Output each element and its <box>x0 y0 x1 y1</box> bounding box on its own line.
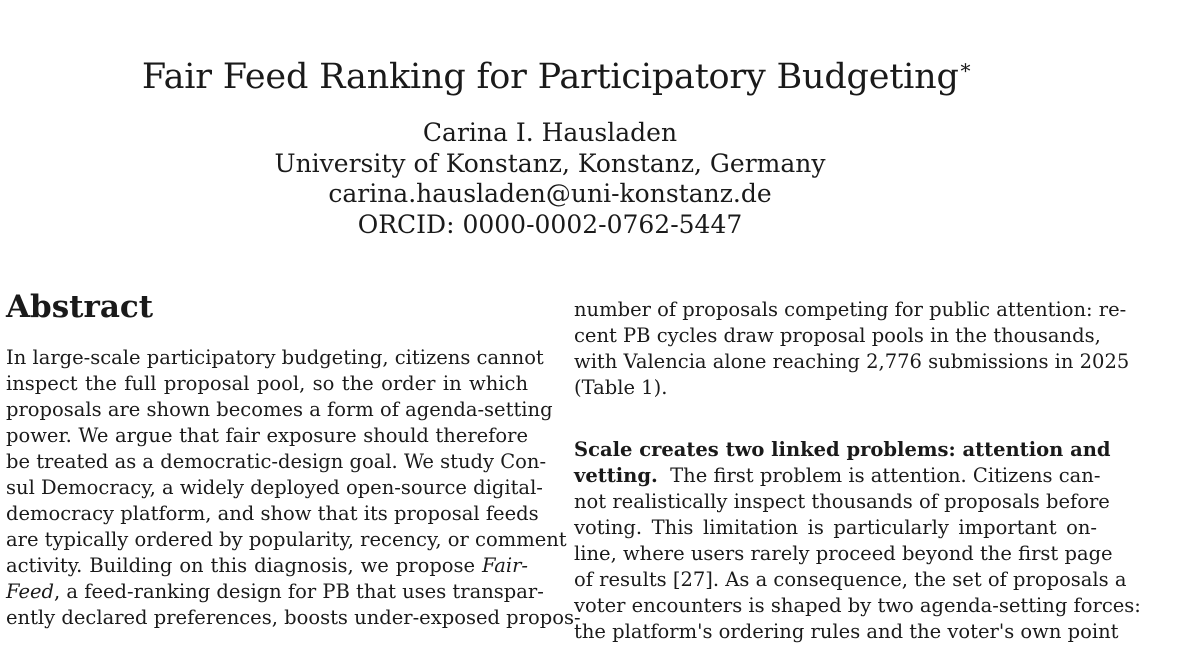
abstract-line: sul Democracy, a widely deployed open-source digital- <box>6 476 543 499</box>
title-footnote-mark: ∗ <box>958 55 973 79</box>
body-line: (Table 1). <box>574 376 668 399</box>
body-line: not realistically inspect thousands of proposals before <box>574 490 1110 513</box>
paragraph-run-in-heading: Scale creates two linked problems: attention and <box>574 438 1111 461</box>
body-line-with-run-in <box>574 463 1101 489</box>
abstract-line: democracy platform, and show that its proposal feeds <box>6 502 539 525</box>
abstract-line-text: , a feed-ranking design for PB that uses transpar- <box>54 580 544 603</box>
author-affiliation: University of Konstanz, Konstanz, Germany <box>274 148 826 178</box>
paper-title <box>0 44 1114 100</box>
abstract-line: power. We argue that fair exposure should therefore <box>6 424 528 447</box>
body-line: number of proposals competing for public attention: re- <box>574 298 1127 321</box>
paper-title-text: Fair Feed Ranking for Participatory Budgeting <box>141 57 959 97</box>
author-name: Carina I. Hausladen <box>422 118 678 147</box>
fairfeed-term-part1: Fair- <box>482 554 528 577</box>
abstract-line-text: activity. Building on this diagnosis, we propose <box>6 554 483 577</box>
body-line: voter encounters is shaped by two agenda-setting forces: <box>574 594 1141 617</box>
abstract-line-with-italic <box>6 553 528 579</box>
abstract-line-with-italic <box>6 579 544 605</box>
body-line: line, where users rarely proceed beyond the first page <box>574 542 1113 565</box>
body-line: voting. This limitation is particularly important on- <box>574 516 1097 539</box>
fairfeed-term-part2: Feed <box>6 580 55 603</box>
abstract-body <box>6 345 581 631</box>
abstract-line: inspect the full proposal pool, so the order in which <box>6 372 528 395</box>
body-line: of results [27]. As a consequence, the set of proposals a <box>574 568 1127 591</box>
body-line: the platform's ordering rules and the voter's own point <box>574 620 1119 643</box>
author-email: carina.hausladen@uni-konstanz.de <box>328 179 772 208</box>
abstract-line: be treated as a democratic-design goal. We study Con- <box>6 450 547 473</box>
abstract-line: In large-scale participatory budgeting, citizens cannot <box>6 346 544 369</box>
body-line: cent PB cycles draw proposal pools in the thousands, <box>574 324 1101 347</box>
right-column-paragraph-1 <box>574 297 1130 401</box>
body-line-text: The first problem is attention. Citizens can- <box>657 464 1101 487</box>
paragraph-run-in-heading-end: vetting. <box>574 464 658 487</box>
abstract-line: are typically ordered by popularity, recency, or comment <box>6 528 567 551</box>
author-orcid: ORCID: 0000-0002-0762-5447 <box>357 209 743 239</box>
abstract-line: proposals are shown becomes a form of agenda-setting <box>6 398 553 421</box>
abstract-heading: Abstract <box>6 289 154 325</box>
abstract-line: ently declared preferences, boosts under-exposed propos- <box>6 606 581 629</box>
body-line: with Valencia alone reaching 2,776 submissions in 2025 <box>574 350 1130 373</box>
right-column-paragraph-2 <box>574 437 1141 645</box>
author-block <box>0 118 1100 240</box>
